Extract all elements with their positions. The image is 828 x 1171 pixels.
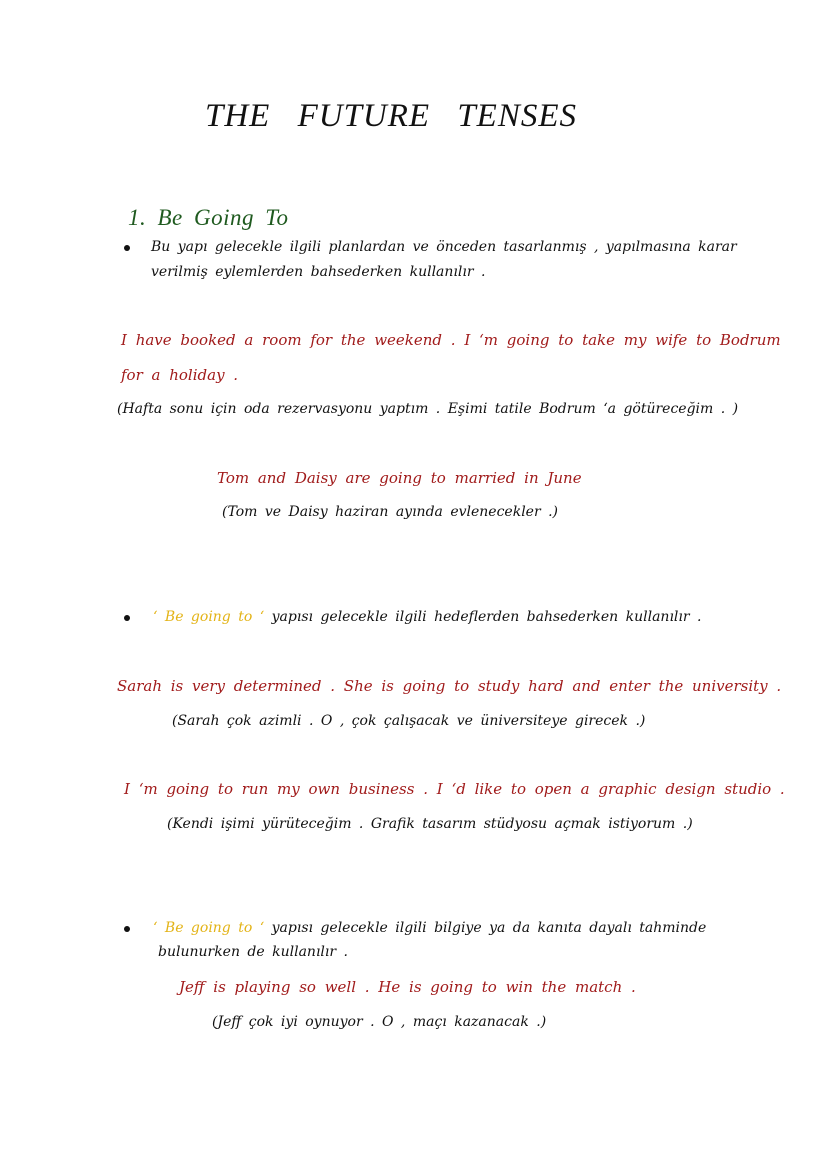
bullet-3-line-1: [153, 920, 706, 936]
bullet-icon: [124, 926, 130, 932]
example-3-translation: (Sarah çok azimli . O , çok çalışacak ve üniversiteye girecek .): [172, 713, 646, 729]
bullet-icon: [124, 245, 130, 251]
section-heading: [128, 205, 288, 231]
bullet-3-highlight: ‘ Be going to ‘: [153, 920, 265, 936]
page-title: THE FUTURE TENSES: [204, 98, 577, 134]
bullet-2-highlight: ‘ Be going to ‘: [153, 609, 265, 625]
section-number: 1.: [128, 205, 147, 230]
example-4: I ‘m going to run my own business . I ‘d like to open a graphic design studio .: [124, 780, 785, 798]
bullet-3-body: yapısı gelecekle ilgili bilgiye ya da kanıta dayalı tahminde: [271, 920, 707, 936]
example-3: Sarah is very determined . She is going to study hard and enter the university .: [117, 677, 782, 695]
example-5-translation: (Jeff çok iyi oynuyor . O , maçı kazanacak .): [212, 1014, 547, 1030]
bullet-1-line-1: Bu yapı gelecekle ilgili planlardan ve önceden tasarlanmış , yapılmasına karar: [151, 239, 737, 255]
bullet-3-line-2: bulunurken de kullanılır .: [158, 944, 348, 960]
example-5: Jeff is playing so well . He is going to win the match .: [179, 978, 636, 996]
bullet-2-body: yapısı gelecekle ilgili hedeflerden bahsederken kullanılır .: [271, 609, 702, 625]
example-1-line-1: I have booked a room for the weekend . I ‘m going to take my wife to Bodrum: [121, 331, 781, 349]
bullet-2-text: [153, 609, 701, 625]
section-heading-text: Be Going To: [157, 205, 289, 230]
example-2-translation: (Tom ve Daisy haziran ayında evlenecekler .): [222, 504, 559, 520]
example-1-translation: (Hafta sonu için oda rezervasyonu yaptım . Eşimi tatile Bodrum ‘a götüreceğim . ): [117, 401, 739, 417]
example-4-translation: (Kendi işimi yürüteceğim . Grafik tasarım stüdyosu açmak istiyorum .): [167, 816, 693, 832]
example-2: Tom and Daisy are going to married in June: [217, 469, 582, 487]
bullet-1-line-2: verilmiş eylemlerden bahsederken kullanılır .: [151, 264, 486, 280]
example-1-line-2: for a holiday .: [121, 366, 239, 384]
bullet-icon: [124, 615, 130, 621]
